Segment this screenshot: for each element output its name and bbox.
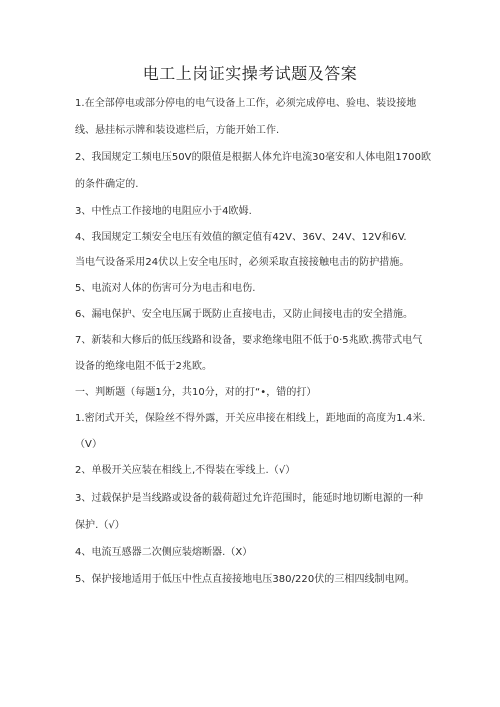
text-line: 设备的绝缘电阻不低于2兆欧。: [75, 361, 213, 372]
text-line: （V）: [75, 439, 102, 450]
text-line: 4、我国规定工频安全电压有效值的额定值有42V、36V、24V、12V和6V.: [75, 232, 407, 243]
text-line: 5、电流对人体的伤害可分为电击和电伤.: [75, 283, 256, 294]
text-line: 1.在全部停电或部分停电的电气设备上工作，必须完成停电、验电、装设接地: [75, 98, 417, 109]
text-line: 1.密闭式开关，保险丝不得外露，开关应串接在相线上，距地面的高度为1.4米.: [75, 413, 426, 424]
text-line: 5、保护接地适用于低压中性点直接接地电压380/220伏的三相四线制电网。: [75, 574, 415, 585]
document-title: 电工上岗证实操考试题及答案: [142, 64, 358, 83]
text-line: 线、悬挂标示牌和装设遮栏后，方能开始工作.: [75, 125, 280, 136]
text-line: 2、我国规定工频电压50V的限值是根据人体允许电流30毫安和人体电阻1700欧: [75, 152, 432, 163]
text-line: 4、电流互感器二次侧应装熔断器.（X）: [75, 547, 253, 558]
text-line: 3、中性点工作接地的电阻应小于4欧姆.: [75, 206, 252, 217]
text-line: 2、单极开关应装在相线上,不得装在零线上.（√）: [75, 465, 296, 476]
text-line: 6、漏电保护、安全电压属于既防止直接电击，又防止间接电击的安全措施。: [75, 309, 414, 320]
text-line: 7、新装和大修后的低压线路和设备，要求绝缘电阻不低于0·5兆欧.携带式电气: [75, 335, 423, 346]
section-heading: 一、判断题（每题1分，共10分，对的打“•，错的打）: [75, 387, 317, 398]
text-line: 3、过载保护是当线路或设备的载荷超过允许范围时，能延时地切断电源的一种: [75, 493, 424, 504]
text-line: 当电气设备采用24伏以上安全电压时，必须采取直接接触电击的防护措施。: [75, 257, 410, 268]
text-line: 保护.（√）: [75, 520, 125, 531]
text-line: 的条件确定的.: [75, 179, 139, 190]
